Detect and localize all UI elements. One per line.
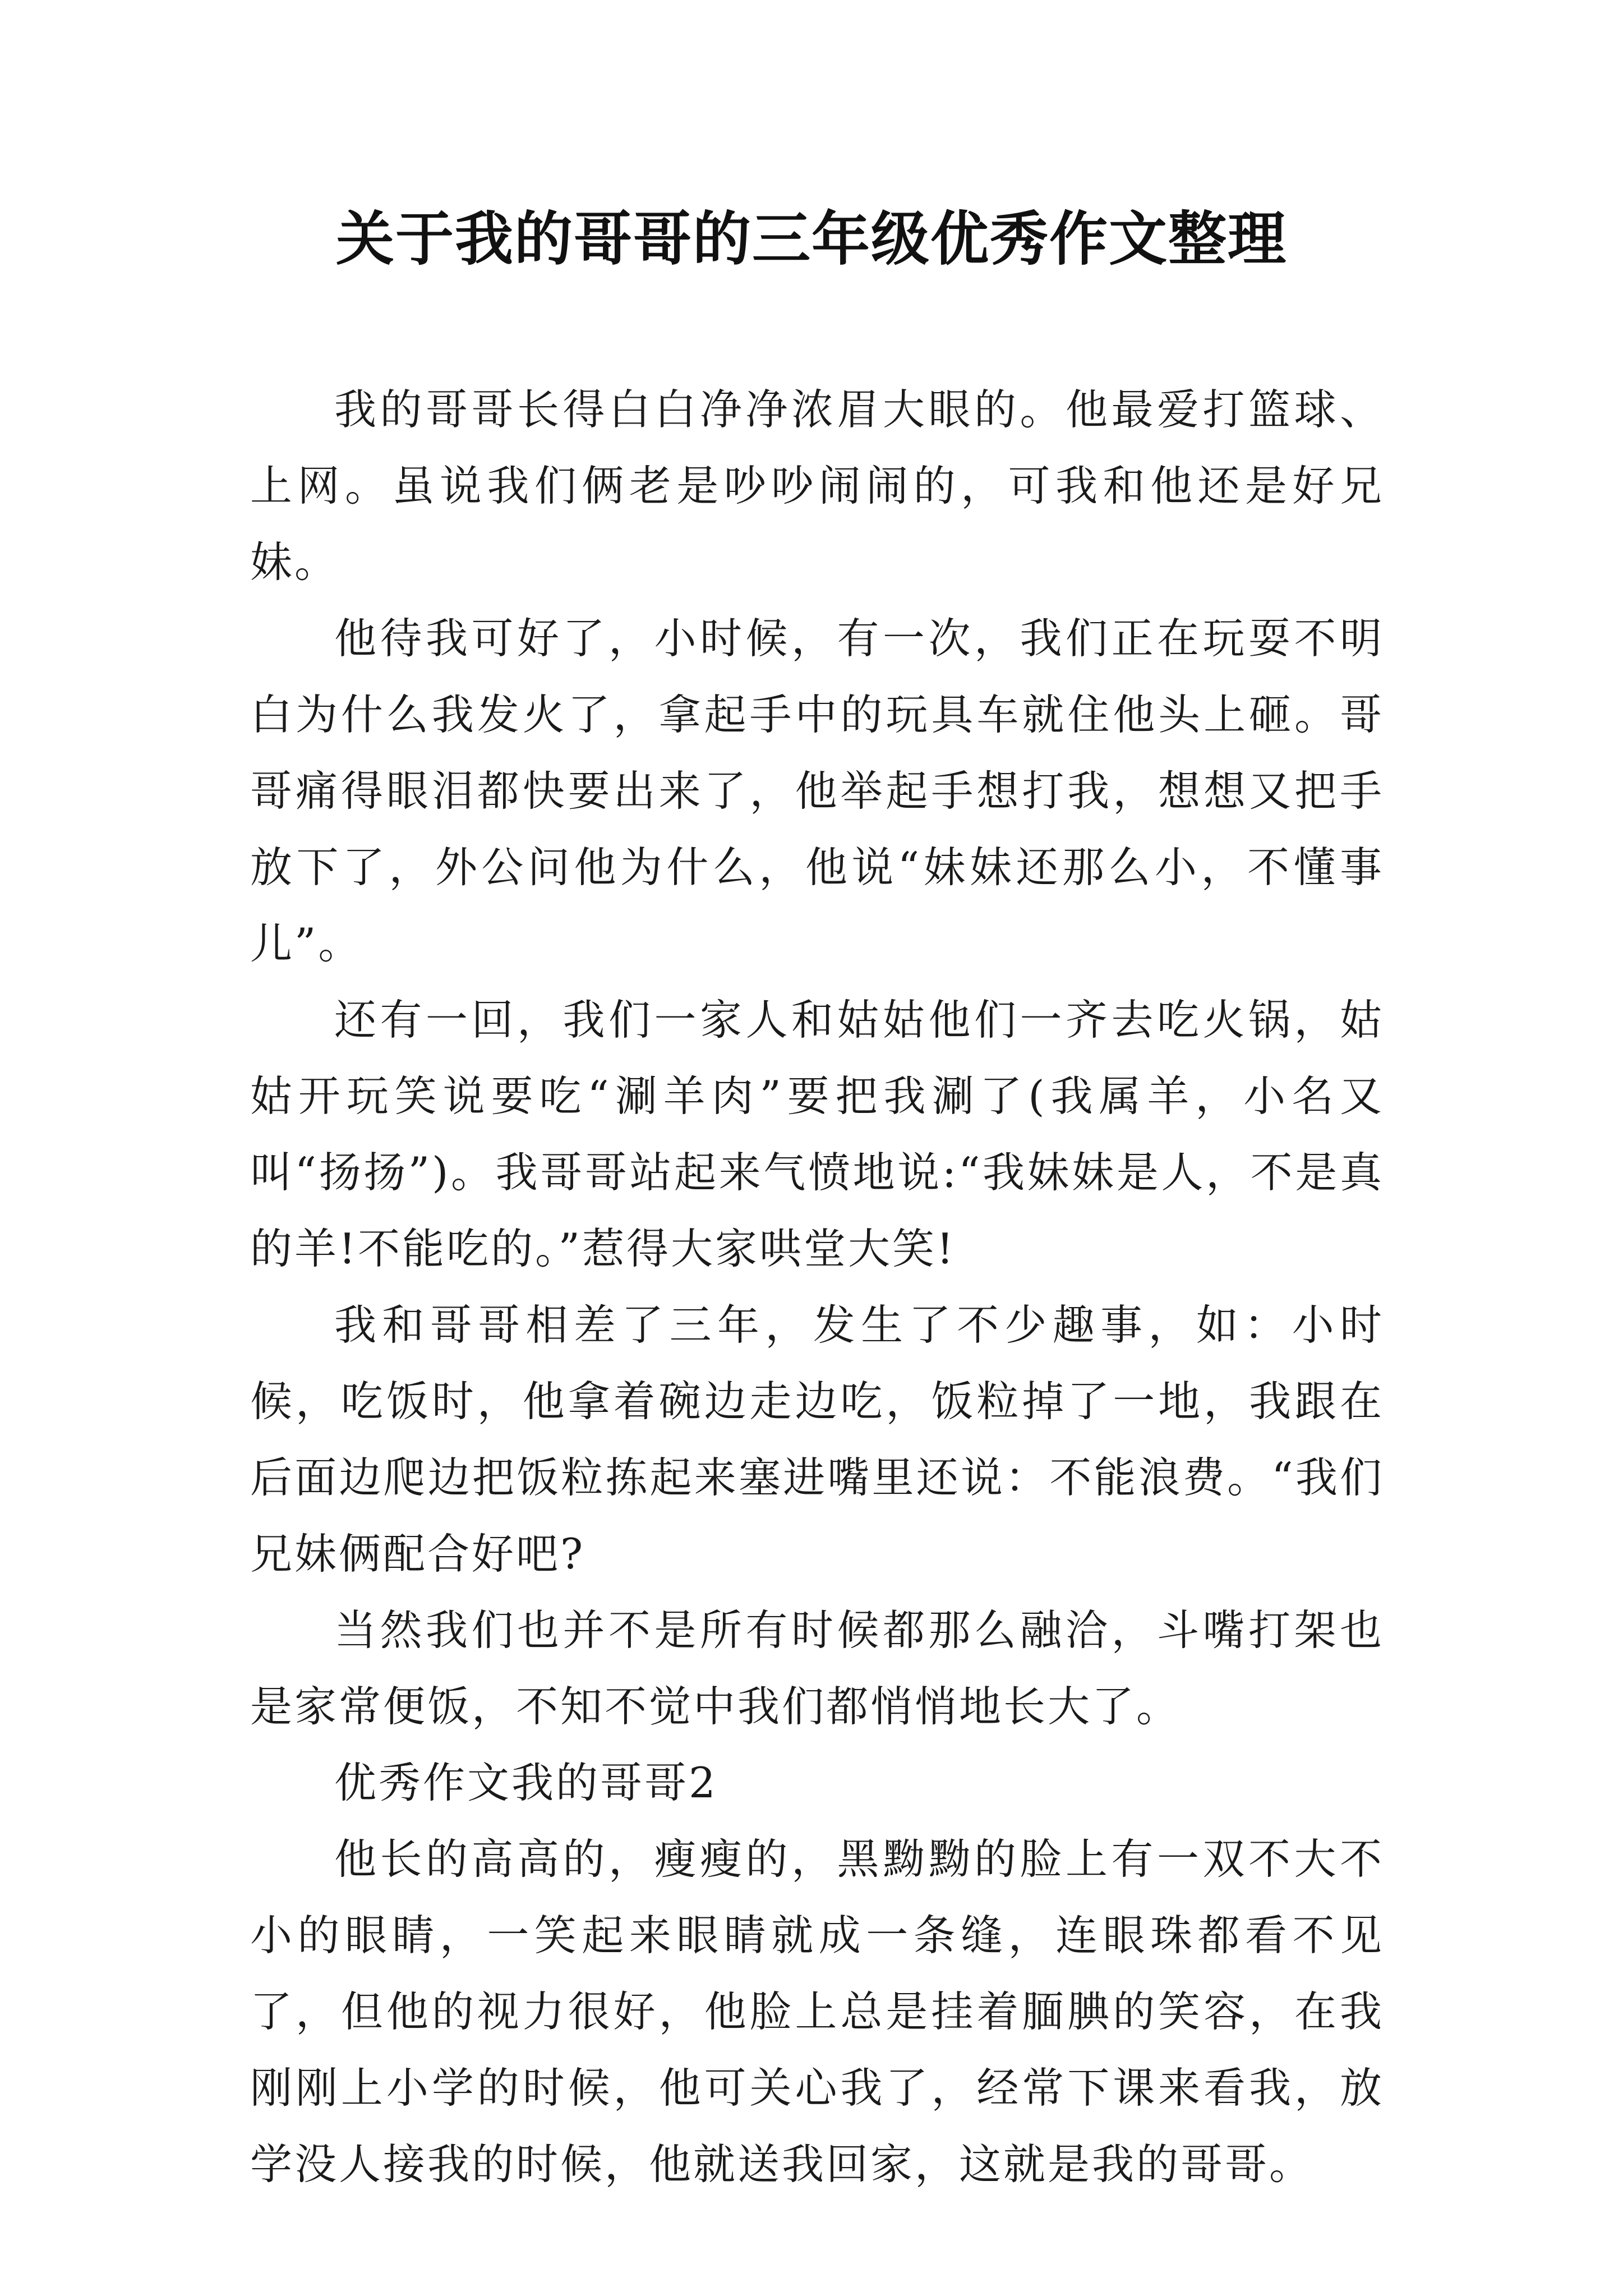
paragraph: 当然我们也并不是所有时候都那么融洽，斗嘴打架也是家常便饭，不知不觉中我们都悄悄地长大了。 [250,1605,1384,1731]
paragraph: 他待我可好了，小时候，有一次，我们正在玩耍不明白为什么我发火了，拿起手中的玩具车就住他头上砸。哥哥痛得眼泪都快要出来了，他举起手想打我，想想又把手放下了，外公问他为什么，他说“妹妹还那么小，不懂事儿”。 [250,614,1384,968]
paragraph: 他长的高高的，瘦瘦的，黑黝黝的脸上有一双不大不小的眼睛，一笑起来眼睛就成一条缝，连眼珠都看不见了，但他的视力很好，他脸上总是挂着腼腆的笑容，在我刚刚上小学的时候，他可关心我了，经常下课来看我，放学没人接我的时候，他就送我回家，这就是我的哥哥。 [250,1834,1384,2189]
document-body [250,371,1384,2202]
document-title: 关于我的哥哥的三年级优秀作文整理 [335,204,1287,273]
paragraph: 还有一回，我们一家人和姑姑他们一齐去吃火锅，姑姑开玩笑说要吃“涮羊肉”要把我涮了(我属羊，小名又叫“扬扬”)。我哥哥站起来气愤地说:“我妹妹是人，不是真的羊!不能吃的。”惹得大家哄堂大笑! [250,995,1384,1273]
paragraph: 我和哥哥相差了三年，发生了不少趣事，如：小时候，吃饭时，他拿着碗边走边吃，饭粒掉了一地，我跟在后面边爬边把饭粒拣起来塞进嘴里还说：不能浪费。“我们兄妹俩配合好吧? [250,1300,1384,1579]
paragraph: 我的哥哥长得白白净净浓眉大眼的。他最爱打篮球、上网。虽说我们俩老是吵吵闹闹的，可我和他还是好兄妹。 [250,385,1384,587]
section-heading: 优秀作文我的哥哥2 [334,1758,718,1807]
